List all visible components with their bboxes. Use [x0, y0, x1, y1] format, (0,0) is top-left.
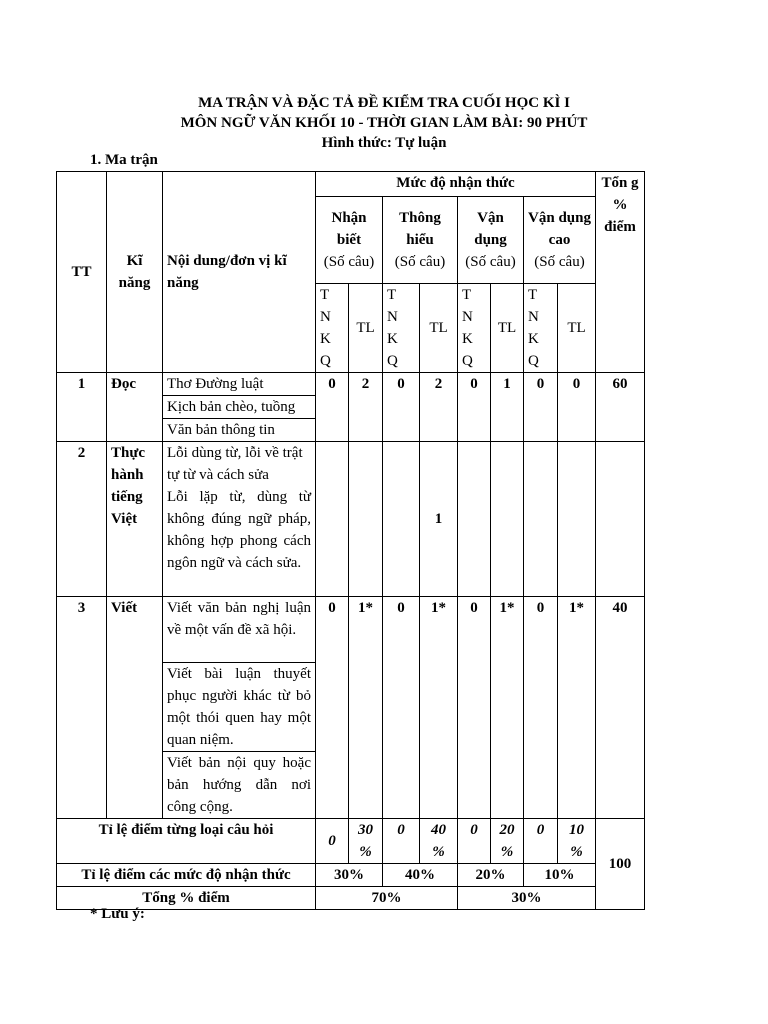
row-value: 0: [316, 596, 349, 818]
document-title-line-2: MÔN NGỮ VĂN KHỐI 10 - THỜI GIAN LÀM BÀI: 90 PHÚT: [180, 115, 588, 131]
ratio-question-value: 40 %: [420, 818, 458, 863]
row-value: 0: [524, 596, 558, 818]
level-van-dung-cao: Vận dụng cao (Số câu): [524, 197, 596, 284]
row-value: 1: [420, 442, 458, 597]
row-skill: Đọc: [107, 373, 163, 442]
ratio-level-value: 20%: [458, 863, 524, 886]
row-value: 2: [349, 373, 383, 442]
ratio-level-row: [57, 863, 645, 886]
row-content: Văn bản thông tin: [163, 419, 316, 442]
row-value: 0: [524, 373, 558, 442]
document-title-line-1: MA TRẬN VÀ ĐẶC TẢ ĐỀ KIỂM TRA CUỐI HỌC KÌ I: [198, 95, 570, 111]
tl-2: TL: [420, 284, 458, 373]
header-noi-dung: Nội dung/đơn vị kĩ năng: [163, 172, 316, 373]
tnkq-3: T N K Q: [458, 284, 491, 373]
ratio-question-value: 0: [316, 818, 349, 863]
row-value: [349, 442, 383, 597]
row-value: [558, 442, 596, 597]
document-title-line-3: Hình thức: Tự luận: [321, 135, 447, 151]
table-row: [57, 442, 645, 487]
ratio-question-value: 30 %: [349, 818, 383, 863]
tnkq-4: T N K Q: [524, 284, 558, 373]
row-skill: Thực hành tiếng Việt: [107, 442, 163, 597]
row-value: [458, 442, 491, 597]
row-value: 1*: [491, 596, 524, 818]
row-value: 0: [558, 373, 596, 442]
total-label: Tổng % điểm: [57, 886, 316, 909]
row-value: 1*: [420, 596, 458, 818]
level-van-dung: Vận dụng (Số câu): [458, 197, 524, 284]
level-nhan-biet: Nhận biết (Số câu): [316, 197, 383, 284]
ratio-level-label: Tỉ lệ điểm các mức độ nhận thức: [57, 863, 316, 886]
ratio-level-value: 40%: [383, 863, 458, 886]
section-heading: 1. Ma trận: [90, 152, 158, 168]
header-tong-diem: Tổn g % điểm: [596, 172, 645, 373]
ratio-question-value: 0: [524, 818, 558, 863]
row-content: Kịch bản chèo, tuồng: [163, 396, 316, 419]
level-thong-hieu: Thông hiểu (Số câu): [383, 197, 458, 284]
row-content: Viết văn bản nghị luận về một vấn đề xã hội.: [163, 596, 316, 662]
row-value: [383, 442, 420, 597]
tnkq-2: T N K Q: [383, 284, 420, 373]
row-value: [316, 442, 349, 597]
tl-3: TL: [491, 284, 524, 373]
row-tt: 1: [57, 373, 107, 442]
row-total: 40: [596, 596, 645, 818]
row-content: Lỗi lặp từ, dùng từ không đúng ngữ pháp, không hợp phong cách ngôn ngữ và cách sửa.: [163, 486, 316, 596]
row-value: 2: [420, 373, 458, 442]
total-value: 30%: [458, 886, 596, 909]
header-tt: TT: [57, 172, 107, 373]
ratio-question-value: 10 %: [558, 818, 596, 863]
header-row-1: [57, 172, 645, 197]
tnkq-1: T N K Q: [316, 284, 349, 373]
row-content: Lỗi dùng từ, lỗi về trật tự từ và cách sửa: [163, 442, 316, 487]
row-total: 60: [596, 373, 645, 442]
note-label: * Lưu ý:: [90, 906, 145, 922]
table-row: [57, 596, 645, 662]
ratio-question-value: 0: [458, 818, 491, 863]
row-value: 1*: [558, 596, 596, 818]
ratio-question-row: [57, 818, 645, 863]
row-value: 1*: [349, 596, 383, 818]
header-muc-do: Mức độ nhận thức: [316, 172, 596, 197]
row-value: [491, 442, 524, 597]
assessment-matrix-table: [56, 171, 645, 910]
row-value: [524, 442, 558, 597]
tl-4: TL: [558, 284, 596, 373]
header-ki-nang: Kĩ năng: [107, 172, 163, 373]
ratio-question-label: Tỉ lệ điểm từng loại câu hỏi: [57, 818, 316, 863]
row-total: [596, 442, 645, 597]
ratio-level-value: 10%: [524, 863, 596, 886]
tl-1: TL: [349, 284, 383, 373]
row-value: 0: [458, 596, 491, 818]
row-value: 0: [383, 373, 420, 442]
row-value: 0: [316, 373, 349, 442]
grand-total: 100: [596, 818, 645, 909]
row-value: 1: [491, 373, 524, 442]
ratio-question-value: 20 %: [491, 818, 524, 863]
row-value: 0: [383, 596, 420, 818]
row-skill: Viết: [107, 596, 163, 818]
ratio-level-value: 30%: [316, 863, 383, 886]
row-tt: 2: [57, 442, 107, 597]
row-content: Viết bản nội quy hoặc bản hướng dẫn nơi công cộng.: [163, 751, 316, 818]
row-content: Viết bài luận thuyết phục người khác từ bỏ một thói quen hay một quan niệm.: [163, 662, 316, 751]
table-row: [57, 373, 645, 396]
row-tt: 3: [57, 596, 107, 818]
row-content: Thơ Đường luật: [163, 373, 316, 396]
row-value: 0: [458, 373, 491, 442]
ratio-question-value: 0: [383, 818, 420, 863]
total-value: 70%: [316, 886, 458, 909]
